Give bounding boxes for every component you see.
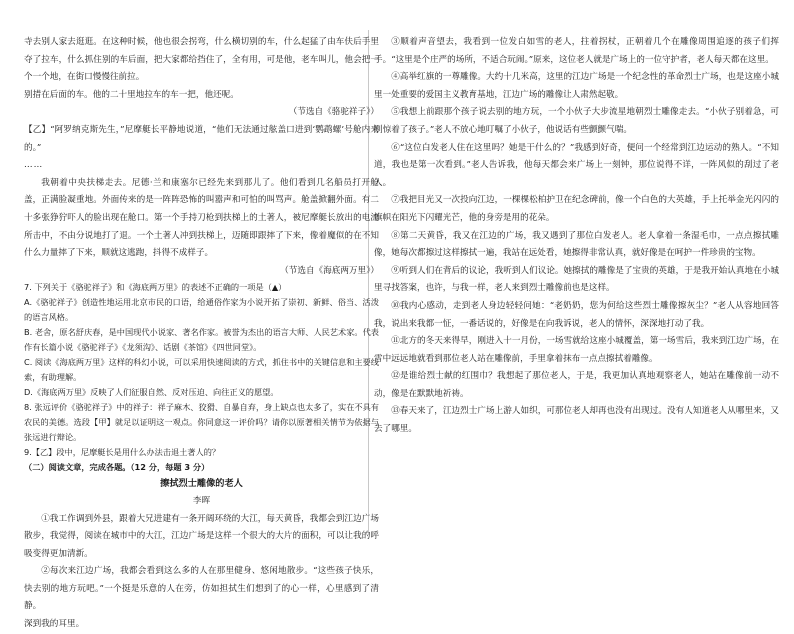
article-paragraph-11: ⑪北方的冬天来得早，刚进入十一月份，一场雪就给这座小城覆盖，第一场雪后，我来到江边广场，在雪中远远地就看到那位老人站在雕像前，手里拿着抹布一点点擦拭着雕像。	[374, 336, 779, 364]
article-paragraph-2: ②每次来江边广场，我都会看到这么多的人在那里健身、悠闲地散步。“这些孩子快乐，快去别的地方玩吧。”一个挺是乐意的人在旁，仿如担拭生们想到了的心一样，心里感到了清静。	[24, 566, 379, 612]
article-paragraph-5: ⑤我想上前跟那个孩子说去别的地方玩，一个小伙子大步流星地朝烈士雕像走去。“小伙子别着急，可别惊着了孩子。”老人不放心地叮嘱了小伙子，他说话有些颤颤气喘。	[374, 107, 779, 135]
option-7b: B. 老舍，原名舒庆春，是中国现代小说家、著名作家。被誉为杰出的语言大师、人民艺术家。代表作有长篇小说《骆驼祥子》《龙须沟》、话剧《茶馆》《四世同堂》。	[24, 327, 379, 353]
article-paragraph-7: ⑦我把目光又一次投向江边，一棵棵松柏护卫在纪念碑前，像一个白色的大英雄，手上托举金光闪闪的旗帜在阳光下闪耀光芒，他的身旁是用的花朵。	[374, 195, 779, 223]
article-paragraph-4: ④高举红旗的一尊雕像。大约十几米高，这里的江边广场是一个纪念性的革命烈士广场，也是这座小城里一处重要的爱国主义教育基地，江边广场的雕像让人肃然起敬。	[374, 72, 779, 100]
citation-haidi: （节选自《海底两万里》）	[280, 265, 379, 276]
article-title: 擦拭烈士雕像的老人	[160, 478, 243, 490]
passage-jia-text-cont: 别措在后面的车。他的二十里地拉车的车一把，他还呢。	[24, 89, 239, 100]
article-paragraph-1: ①我工作调到外县，跟着大兄进建有一条开阔环绕的大江，每天黄昏，我都会到江边广场散步，我觉得，阅读在城市中的大江，江边广场是这样一个很大的大片的面积，可以让我的呼吸变得更加清新。	[24, 513, 379, 559]
section-heading: （二）阅读文章，完成各题。（12 分，每题 3 分）	[24, 462, 210, 473]
article-paragraph-10: ⑩我内心感动，走到老人身边轻轻问她：“老奶奶，您为何给这些烈士雕像擦灰尘？”老人从容地回答我，说出来我都一怔，一番话说的，好像是在向我诉说，老人的情怀，深深地打动了我。	[374, 300, 779, 329]
option-7c: C. 阅读《海底两万里》这样的科幻小说，可以采用快速阅读的方式，抓住书中的关键信息和主要线索，有助理解。	[24, 357, 379, 383]
article-paragraph-3: ③顺着声音望去，我看到一位发白如雪的老人，拄着拐杖，正朝着几个在雕像周围追逐的孩子们挥手。“这里是个庄严的场所，不适合玩闹。”原来，这位老人就是广场上的一位守护者，老人每天都在这里。	[374, 37, 779, 65]
article-paragraph-12: ⑫是谁给烈士献的红围巾？我想起了那位老人，于是，我更加认真地观察老人，她站在雕像前一动不动，像是在默默地祈祷。	[374, 371, 779, 399]
passage-yi-heading: 【乙】“阿罗纳克斯先生，”尼摩艇长平静地说道，“他们无法通过舷盖口进到‘鹦鹉螺’号舱内来的。”	[24, 124, 379, 153]
article-paragraph-13: ⑬春天来了，江边烈士广场上游人如织，可那位老人却再也没有出现过。没有人知道老人从哪里来，又去了哪里。	[374, 406, 779, 435]
option-7d: D.《海底两万里》反映了人们征服自然、反对压迫、向往正义的愿望。	[24, 387, 279, 398]
article-author: 李晖	[192, 495, 211, 506]
question-7: 7. 下列关于《骆驼祥子》和《海底两万里》的表述不正确的一项是（▲）	[24, 282, 287, 293]
question-8: 8. 张远评价《骆驼祥子》中的祥子：祥子麻木、狡猾、自暴自弃，身上缺点也太多了，实在不具有农民的美德。选段【甲】就足以证明这一观点。你同意这一评价吗？请你以原著相关情节为依据与张远进行辩论。	[24, 402, 379, 443]
article-paragraph-9: ⑨听到人们在背后的议论，我听到人们议论。她擦拭的雕像是了宝贵的英雄，于是我开始认真地在小城里寻找答案，也许，与我一样，老人来到烈士雕像前也是这样。	[374, 265, 779, 294]
citation-luotuo: （节选自《骆驼祥子》）	[288, 107, 379, 118]
passage-yi-text: 我朝着中央扶梯走去。尼德·兰和康塞尔已经先来到那儿了。他们看到几名船员打开舱盖，正满脸凝重地。外面传来的是一阵阵恐怖的叫嚣声和可怕的叫骂声。舱盖掀翻外面。有二十多张狰狞吓人的脸出现在舱口。第一个手持刀枪到扶梯上的土著人，被尼摩艇长放出的电流所击中，不由分说地打了退。一个土著人冲到扶梯上，迈随即跟摔了下来，像着魔似的在不知什么力量摔了下来，顺就这逃跑，抖得不成样子。	[24, 177, 379, 259]
right-column	[374, 34, 779, 439]
option-7a: A.《骆驼祥子》创造性地运用北京市民的口语，给通俗作家为小说开拓了崇初、新鲜、俗当、活泼的语言风格。	[24, 297, 379, 323]
article-paragraph-8: ⑧第二天黄昏，我又在江边的广场，我又遇到了那位白发老人。老人拿着一条湿毛巾，一点点擦拭雕像，她每次都擦过这样擦拭一遍，我站在远处看，她擦得非常认真，就好像是在呵护一件珍贵的宝物。	[374, 230, 779, 259]
left-column	[24, 34, 379, 634]
questions-block	[24, 280, 379, 475]
ellipsis: ……	[24, 160, 44, 171]
article-paragraph-6: ⑥“这位白发老人住在这里吗？她是干什么的？”我感到好奇，便问一个经常到江边运动的熟人。“不知道，我也是第一次看到。”老人告诉我，他每天都会来广场上一刻钟，那位说得不详，一阵风似的刮过了老人。	[374, 142, 779, 188]
question-9: 9.【乙】段中，尼摩艇长是用什么办法击退土著人的？	[24, 447, 221, 458]
passage-jia-text: 寺去别人家去逛逛。在这种时候，他也很会拐弯，什么横切别的车，什么起猛了由车伕后手里夺了拉车，什么抓住别的车后面，把大家都给挡住了，全有用，可是他，老车叫儿，他会把一个一个地，在街口慢慢往前拉。	[24, 37, 379, 83]
article-paragraph-2-cont: 深到我的耳里。	[24, 619, 85, 630]
